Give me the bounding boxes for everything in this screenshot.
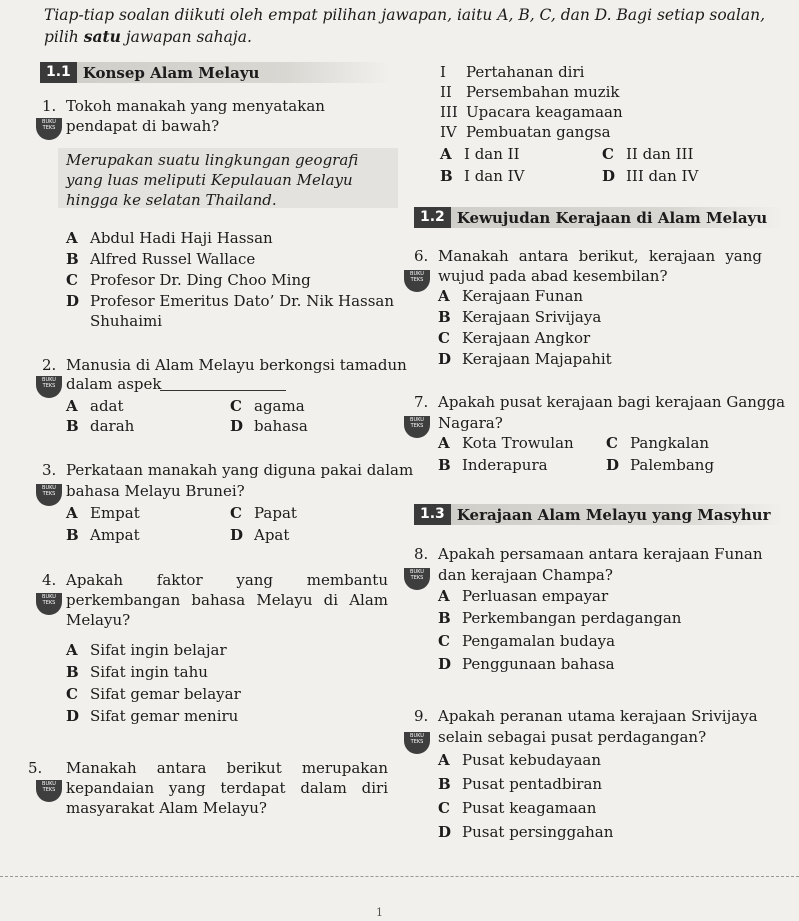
q3-option-a[interactable]: A Empat — [66, 504, 140, 522]
textbook-badge-icon: BUKU TEKS — [404, 732, 430, 754]
q6-option-a[interactable]: A Kerajaan Funan — [438, 287, 584, 305]
section-number: 1.3 — [414, 504, 451, 525]
q5-option-b[interactable]: B I dan IV — [440, 167, 525, 185]
section-number: 1.2 — [414, 207, 451, 228]
q2-option-b[interactable]: B darah — [66, 417, 135, 435]
q5-statement-4: IV Pembuatan gangsa — [440, 123, 611, 141]
q8-option-b[interactable]: B Perkembangan perdagangan — [438, 609, 682, 627]
question-1-stem: Tokoh manakah yang menyatakan pendapat di bawah? — [66, 97, 325, 135]
question-7-stem-line2: Nagara? — [438, 414, 503, 432]
section-title: Konsep Alam Melayu — [82, 63, 260, 82]
textbook-badge-icon: BUKU TEKS — [36, 484, 62, 506]
section-header-1-3 — [414, 504, 784, 525]
question-3-stem-line2: bahasa Melayu Brunei? — [66, 482, 245, 500]
question-2-stem-line1: Manusia di Alam Melayu berkongsi tamadun — [66, 356, 407, 374]
q9-option-c[interactable]: C Pusat keagamaan — [438, 799, 597, 817]
question-7-number: 7. — [414, 393, 429, 411]
q7-option-c[interactable]: C Pangkalan — [606, 434, 710, 452]
section-title: Kerajaan Alam Melayu yang Masyhur — [456, 505, 771, 524]
q3-option-b[interactable]: B Ampat — [66, 526, 140, 544]
textbook-badge-icon: BUKU TEKS — [404, 568, 430, 590]
section-title: Kewujudan Kerajaan di Alam Melayu — [456, 208, 768, 227]
answer-blank — [160, 390, 286, 391]
question-9-stem-line1: Apakah peranan utama kerajaan Srivijaya — [438, 707, 758, 725]
question-6-stem: Manakah antara berikut, kerajaan yang wujud pada abad kesembilan? — [438, 247, 762, 285]
q4-option-b[interactable]: B Sifat ingin tahu — [66, 663, 208, 681]
q3-option-c[interactable]: C Papat — [230, 504, 297, 522]
question-4-stem: Apakah faktor yang membantu perkembangan bahasa Melayu di Alam Melayu? — [66, 571, 388, 629]
instructions-emphasis: satu — [83, 27, 121, 46]
question-2-number: 2. — [42, 356, 57, 374]
section-number: 1.1 — [40, 62, 77, 83]
cut-line — [0, 876, 799, 877]
question-8-stem-line2: dan kerajaan Champa? — [438, 566, 613, 584]
q5-statement-2: II Persembahan muzik — [440, 83, 620, 101]
question-7-stem-line1: Apakah pusat kerajaan bagi kerajaan Gangga — [438, 393, 786, 411]
question-5-stem: Manakah antara berikut merupakan kepandaian yang terdapat dalam diri masyarakat Alam Melayu? — [66, 759, 388, 817]
q2-option-c[interactable]: C agama — [230, 397, 305, 415]
q5-statement-3: III Upacara keagamaan — [440, 103, 623, 121]
q9-option-d[interactable]: D Pusat persinggahan — [438, 823, 614, 841]
textbook-badge-icon: BUKU TEKS — [36, 593, 62, 615]
question-3-number: 3. — [42, 461, 57, 479]
q1-option-a[interactable]: A Abdul Hadi Haji Hassan — [66, 229, 273, 247]
q8-option-a[interactable]: A Perluasan empayar — [438, 587, 609, 605]
q1-option-d[interactable]: D Profesor Emeritus Dato’ Dr. Nik Hassan — [66, 292, 395, 310]
question-8-number: 8. — [414, 545, 429, 563]
q5-option-d[interactable]: D III dan IV — [602, 167, 699, 185]
q7-option-d[interactable]: D Palembang — [606, 456, 715, 474]
q9-option-a[interactable]: A Pusat kebudayaan — [438, 751, 601, 769]
q7-option-a[interactable]: A Kota Trowulan — [438, 434, 574, 452]
question-5-number: 5. — [28, 759, 43, 777]
question-4-number: 4. — [42, 571, 57, 589]
q5-statement-1: I Pertahanan diri — [440, 63, 585, 81]
question-8-stem-line1: Apakah persamaan antara kerajaan Funan — [438, 545, 763, 563]
q6-option-b[interactable]: B Kerajaan Srivijaya — [438, 308, 602, 326]
q8-option-c[interactable]: C Pengamalan budaya — [438, 632, 616, 650]
q6-option-d[interactable]: D Kerajaan Majapahit — [438, 350, 612, 368]
q4-option-c[interactable]: C Sifat gemar belayar — [66, 685, 241, 703]
section-header-1-1 — [40, 62, 390, 83]
question-9-number: 9. — [414, 707, 429, 725]
q1-option-b[interactable]: B Alfred Russel Wallace — [66, 250, 256, 268]
q8-option-d[interactable]: D Penggunaan bahasa — [438, 655, 615, 673]
question-6-number: 6. — [414, 247, 429, 265]
question-3-stem-line1: Perkataan manakah yang diguna pakai dalam — [66, 461, 414, 479]
q4-option-d[interactable]: D Sifat gemar meniru — [66, 707, 239, 725]
page-number: 1 — [376, 906, 383, 919]
question-9-stem-line2: selain sebagai pusat perdagangan? — [438, 728, 707, 746]
textbook-badge-icon: BUKU TEKS — [404, 416, 430, 438]
q1-option-c[interactable]: C Profesor Dr. Ding Choo Ming — [66, 271, 311, 289]
instructions: Tiap-tiap soalan diikuti oleh empat pilihan jawapan, iaitu A, B, C, dan D. Bagi setiap soalan, pilih satu jawapan sahaja. — [44, 6, 765, 46]
textbook-badge-icon: BUKU TEKS — [36, 780, 62, 802]
textbook-badge-icon: BUKU TEKS — [36, 118, 62, 140]
q2-option-d[interactable]: D bahasa — [230, 417, 308, 435]
q2-option-a[interactable]: A adat — [66, 397, 124, 415]
section-header-1-2 — [414, 207, 784, 228]
q5-option-c[interactable]: C II dan III — [602, 145, 694, 163]
q4-option-a[interactable]: A Sifat ingin belajar — [66, 641, 227, 659]
q3-option-d[interactable]: D Apat — [230, 526, 290, 544]
q6-option-c[interactable]: C Kerajaan Angkor — [438, 329, 591, 347]
q7-option-b[interactable]: B Inderapura — [438, 456, 548, 474]
textbook-badge-icon: BUKU TEKS — [404, 270, 430, 292]
question-1-quote: Merupakan suatu lingkungan geografi yang luas meliputi Kepulauan Melayu hingga ke selatan Thailand. — [66, 151, 359, 209]
question-2-stem-line2: dalam aspek — [66, 375, 162, 393]
textbook-badge-icon: BUKU TEKS — [36, 376, 62, 398]
q1-option-d-cont: Shuhaimi — [90, 312, 163, 330]
q9-option-b[interactable]: B Pusat pentadbiran — [438, 775, 603, 793]
question-1-number: 1. — [42, 97, 57, 115]
q5-option-a[interactable]: A I dan II — [440, 145, 520, 163]
